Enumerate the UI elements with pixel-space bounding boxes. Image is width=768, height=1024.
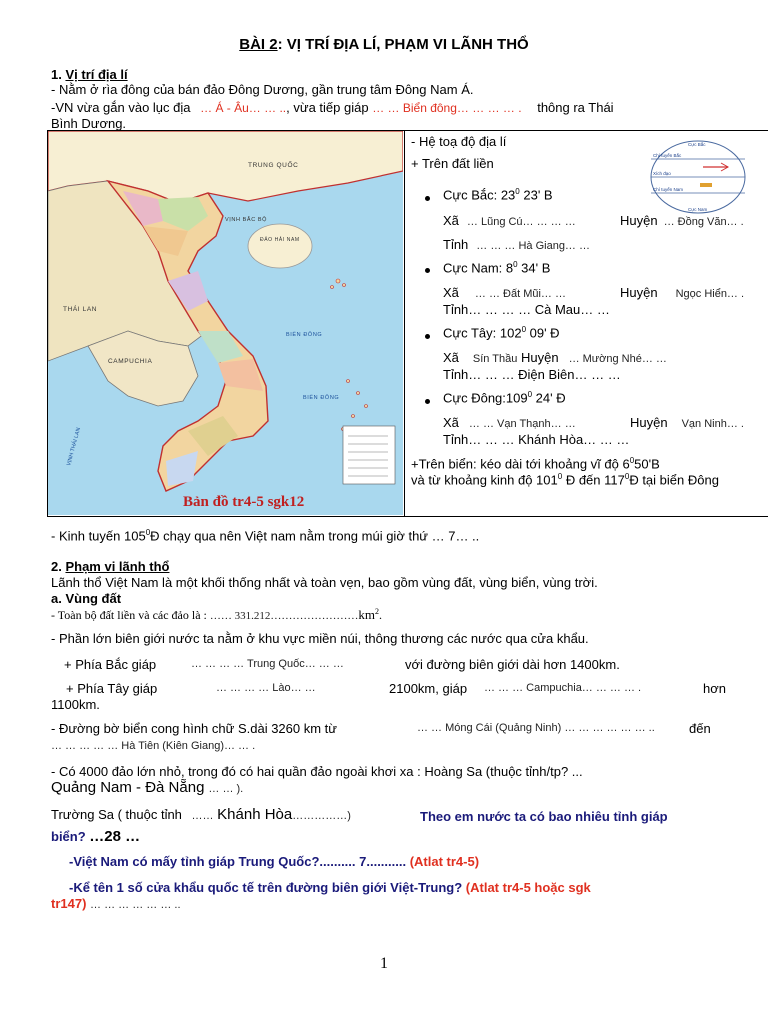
meridian-line: - Kinh tuyến $105^0Đ$ chạy qua nên Việt nam nằm trong múi giờ thứ … 7… ..	[51, 528, 480, 544]
question-coastal-provinces: Theo em nước ta có bao nhiêu tỉnh giáp	[420, 809, 668, 824]
globe-label-tropic-s: Chí tuyến Nam	[653, 187, 684, 192]
question-coastal-provinces-2: biển? …28 …	[51, 828, 141, 845]
globe-label-north: Cực Bắc	[688, 142, 706, 147]
sea-extent-1: +Trên biển: kéo dài tới khoảng vĩ độ $6^050'B$	[411, 456, 660, 472]
bullet	[425, 334, 430, 339]
coast-end: … … … … … Hà Tiên (Kiên Giang)… … .	[51, 740, 256, 752]
west-border-more: hơn	[703, 681, 726, 696]
map-caption: Bản đồ tr4-5 sgk12	[183, 494, 305, 510]
globe-label-equator: Xích đạo	[653, 171, 671, 176]
west-tinh: Tỉnh… … … Điện Biên… … …	[443, 367, 621, 382]
north-border-label: + Phía Bắc giáp	[64, 657, 157, 672]
truong-sa-line: Trường Sa ( thuộc tỉnh …… Khánh Hòa……………)	[51, 806, 351, 823]
bullet	[425, 196, 430, 201]
coords-land-heading: + Trên đất liền	[411, 156, 494, 171]
section-1-heading: 1. Vị trí địa lí	[51, 67, 128, 82]
map-label-sea1: BIỂN ĐÔNG	[286, 332, 323, 338]
border-line: - Phần lớn biên giới nước ta nằm ở khu vực miền núi, thông thương các nước qua cửa khẩu.	[51, 631, 589, 646]
map-label-sea2: BIỂN ĐÔNG	[303, 395, 340, 401]
bullet	[425, 268, 430, 273]
page-title: BÀI 2: VỊ TRÍ ĐỊA LÍ, PHẠM VI LÃNH THỔ	[239, 36, 529, 53]
map-label-cambodia: CAMPUCHIA	[108, 358, 153, 365]
west-border-value-2: … … … Campuchia… … … … .	[484, 682, 642, 694]
map-label-gulf: VỊNH BẮC BỘ	[225, 217, 268, 223]
map-label-hainan: ĐẢO HẢI NAM	[260, 237, 300, 243]
west-border-label: + Phía Tây giáp	[66, 681, 158, 696]
east-xa: Xã … … Vạn Thạnh… …	[443, 415, 576, 430]
north-huyen: Huyện … Đồng Văn… .	[620, 213, 744, 228]
section-2-heading: 2. Phạm vi lãnh thổ	[51, 559, 170, 574]
globe-label-south: Cực Nam	[688, 207, 708, 212]
s2-sub-a: a. Vùng đất	[51, 591, 122, 606]
bullet	[425, 399, 430, 404]
east-huyen: Huyện Vạn Ninh… .	[630, 415, 744, 430]
map-label-china: TRUNG QUỐC	[248, 162, 299, 169]
north-xa: Xã … Lũng Cú… … … …	[443, 213, 576, 228]
coast-start: … … Móng Cái (Quảng Ninh) … … … … … … ..	[417, 722, 655, 734]
page-number: 1	[380, 955, 388, 972]
s2-intro: Lãnh thổ Việt Nam là một khối thống nhất và toàn vẹn, bao gồm vùng đất, vùng biển, vùng trời.	[51, 575, 598, 590]
west-border-value: … … … … Lào… …	[216, 682, 316, 694]
islands-line: - Có 4000 đảo lớn nhỏ, trong đó có hai quần đảo ngoài khơi xa : Hoàng Sa (thuộc tỉnh/tp? ...	[51, 764, 583, 779]
south-huyen: Huyện Ngọc Hiển… .	[620, 285, 745, 300]
globe-label-tropic-n: Chí tuyến Bắc	[653, 153, 682, 158]
s1-line1: - Nằm ở rìa đông của bán đảo Đông Dương, gần trung tâm Đông Nam Á.	[51, 82, 474, 97]
s1-line3: Bình Dương.	[51, 116, 127, 131]
map-label-thailand: THÁI LAN	[63, 306, 98, 313]
area-line: - Toàn bộ đất liền và các đảo là : …… $331.212\dots\dots\dots\dots\dots\dots\dots\dots km^2$.	[51, 607, 383, 622]
table-column-divider	[404, 130, 405, 517]
west-border-length: 2100km, giáp	[389, 681, 468, 696]
question-china-provinces: -Việt Nam có mấy tỉnh giáp Trung Quốc?.......... 7........... (Atlat tr4-5)	[69, 854, 480, 869]
coast-to: đến	[689, 721, 711, 736]
globe-diagram	[648, 137, 763, 217]
map-drawing	[48, 131, 403, 515]
north-border-length: với đường biên giới dài hơn 1400km.	[405, 657, 620, 672]
west-xa: Xã Sín Thầu Huyện … Mường Nhé… …	[443, 350, 667, 365]
north-tinh: Tỉnh … … … Hà Giang… …	[443, 237, 590, 252]
south-extreme: Cực Nam: $8^0$ 34' B	[443, 260, 551, 276]
west-border-length-2: 1100km.	[51, 697, 100, 712]
coords-heading: - Hệ toạ độ địa lí	[411, 134, 507, 149]
east-extreme: Cực $Đông:109^0$ 24' Đ	[443, 390, 566, 406]
east-tinh: Tỉnh… … … Khánh Hòa… … …	[443, 432, 630, 447]
south-tinh: Tỉnh… … … … Cà Mau… …	[443, 302, 610, 317]
map-label-gulf-thai: VỊNH THÁI LAN	[66, 426, 83, 467]
south-xa: Xã … … Đất Mũi… …	[443, 285, 566, 300]
question-border-gates-2: tr147) … … … … … … ..	[51, 896, 181, 911]
hoang-sa-province: Quảng Nam - Đà Nẵng … … ).	[51, 779, 244, 796]
sea-extent-2: và từ khoảng kinh độ $101^0$ Đ đến $117^0Đ$ tại biển Đông	[411, 472, 719, 488]
north-border-value: … … … … Trung Quốc… … …	[191, 658, 344, 670]
west-extreme: Cực Tây: $102^0$ 09' Đ	[443, 325, 560, 341]
s1-line2: -VN vừa gắn vào lục địa … Á - Âu… … .., vừa tiếp giáp … … Biển đông… … … … . thông ra Thái	[51, 100, 614, 115]
vietnam-map	[48, 131, 403, 515]
question-border-gates: -Kể tên 1 số cửa khẩu quốc tế trên đường biên giới Việt-Trung? (Atlat tr4-5 hoặc sgk	[69, 880, 591, 895]
coast-line: - Đường bờ biển cong hình chữ S.dài 3260 km từ	[51, 721, 337, 736]
north-extreme: Cực Bắc: $23^0$ 23' B	[443, 187, 553, 203]
